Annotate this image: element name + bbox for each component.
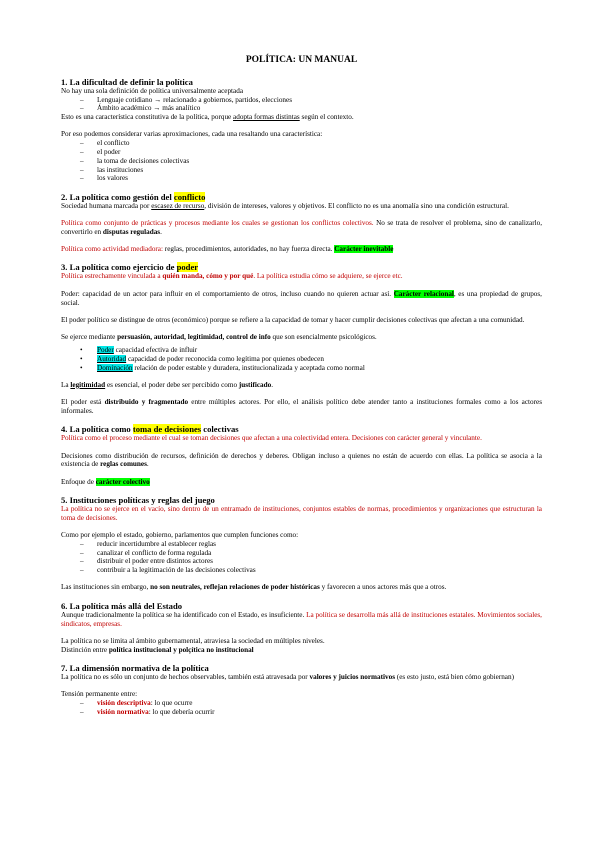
- s7-tension-list: [61, 699, 542, 717]
- section-3-heading: 3. La política como ejercicio de poder: [61, 262, 199, 273]
- s1-paragraph-3: Por eso podemos considerar varias aproximaciones, cada una resaltando una característica:: [61, 130, 323, 139]
- s7-paragraph-2: Tensión permanente entre:: [61, 690, 138, 699]
- list-item: – distribuir el poder entre distintos actores: [61, 557, 542, 566]
- section-5-heading: 5. Instituciones políticas y reglas del juego: [61, 494, 215, 505]
- s5-paragraph-2: Como por ejemplo el estado, gobierno, parlamentos que cumplen funciones como:: [61, 531, 299, 539]
- list-item: – visión normativa: lo que debería ocurrir: [61, 708, 542, 717]
- s3-paragraph-1: Política estrechamente vinculada a quién manda, cómo y por qué. La política estudia cómo se adquiere, se ejerce etc.: [61, 272, 403, 281]
- list-item: • Poder capacidad efectiva de influir: [61, 346, 542, 355]
- list-item: – la toma de decisiones colectivas: [61, 157, 542, 166]
- s1-intro: No hay una sola definición de política universalmente aceptada: [61, 86, 244, 95]
- s4-paragraph-3: Enfoque de carácter colectivo: [61, 477, 150, 486]
- s5-paragraph-1: La política no se ejerce en el vacío, sino dentro de un entramado de instituciones, conjuntos estables de normas, procedimientos y organizaciones que estructuran la toma de decisiones.: [61, 504, 542, 522]
- s6-paragraph-1: Aunque tradicionalmente la política se ha identificado con el Estado, es insuficiente. La política se desarrolla más allá de instituciones estatales. Movimientos sociales, sindicatos, empresas.: [61, 610, 542, 628]
- s5-paragraph-3: Las instituciones sin embargo, no son neutrales, reflejan relaciones de poder históricas y favorecen a unos actores más que a otros.: [61, 583, 447, 592]
- section-7-heading: 7. La dimensión normativa de la política: [61, 662, 209, 673]
- section-7: [61, 663, 542, 717]
- list-item: – el conflicto: [61, 139, 542, 148]
- list-item: – las instituciones: [61, 166, 542, 175]
- s4-paragraph-1: Política como el proceso mediante el cual se toman decisiones que afectan a una colectividad entera. Decisiones con carácter general y vinculante.: [61, 434, 482, 443]
- section-6: [61, 601, 542, 655]
- section-4-heading: 4. La política como toma de decisiones colectivas: [61, 424, 239, 435]
- s2-paragraph-1: Sociedad humana marcada por escasez de recurso, división de intereses, valores y objetivos. El conflicto no es una anomalía sino una condición estructural.: [61, 201, 509, 210]
- list-item: – reducir incertidumbre al establecer reglas: [61, 540, 542, 549]
- section-1: [61, 77, 542, 183]
- list-item: – contribuir a la legitimación de las decisiones colectivas: [61, 566, 542, 575]
- s7-paragraph-1: La política no es sólo un conjunto de hechos observables, también está atravesada por valores y juicios normativos (es esto justo, está bien cómo gobiernan): [61, 672, 514, 681]
- s1-approaches-list: [61, 139, 542, 183]
- s3-paragraph-3: El poder político se distingue de otros (económico) porque se refiere a la capacidad de tomar y hacer cumplir decisiones colectivas que afectan a una comunidad.: [61, 315, 525, 324]
- document-title: POLÍTICA: UN MANUAL: [245, 55, 358, 65]
- s6-paragraph-2: La política no se limita al ámbito gubernamental, atraviesa la sociedad en múltiples niveles.: [61, 636, 325, 645]
- section-6-heading: 6. La política más allá del Estado: [61, 600, 183, 611]
- list-item: • Dominación relación de poder estable y duradera, institucionalizada y aceptada como normal: [61, 364, 542, 373]
- s3-paragraph-6: El poder está distribuido y fragmentado entre múltiples actores. Por ello, el análisis político debe atender tanto a instituciones formales como a los actores informales.: [61, 398, 543, 415]
- section-3: [61, 262, 542, 415]
- list-item: – los valores: [61, 174, 542, 183]
- list-item: – canalizar el conflicto de forma regulada: [61, 549, 542, 558]
- document-page: [61, 56, 542, 717]
- section-2-heading: 2. La política como gestión del conflicto: [61, 191, 206, 202]
- s1-paragraph-2: Esto es una característica constitutiva de la política, porque adopta formas distintas según el contexto.: [61, 113, 354, 122]
- s3-paragraph-4: Se ejerce mediante persuasión, autoridad, legitimidad, control de info que son esencialmente psicológicos.: [61, 333, 377, 342]
- s1-list: [61, 96, 542, 114]
- s2-paragraph-2: Política como conjunto de prácticas y procesos mediante los cuales se gestionan los conflictos colectivos. No se trata de resolver el problema, sino de canalizarlo, convertirlo en disputas reguladas.: [61, 219, 542, 236]
- section-5: [61, 495, 542, 592]
- list-item: – el poder: [61, 148, 542, 157]
- list-item: – Ámbito académico → más analítico: [61, 104, 542, 113]
- section-2: [61, 192, 542, 254]
- s5-functions-list: [61, 540, 542, 575]
- list-item: – visión descriptiva: lo que ocurre: [61, 699, 542, 708]
- section-1-heading: 1. La dificultad de definir la política: [61, 76, 193, 87]
- s3-paragraph-2: Poder: capacidad de un actor para influir en el comportamiento de otros, incluso cuando no quieren actuar así. Carácter relacional, es una propiedad de grupos, social.: [61, 289, 542, 307]
- s3-paragraph-5: La legitimidad es esencial, el poder debe ser percibido como justificado.: [61, 380, 273, 389]
- s2-paragraph-3: Política como actividad mediadora: reglas, procedimientos, autoridades, no hay fuerza directa. Carácter inevitable: [61, 245, 394, 254]
- list-item: – Lenguaje cotidiano → relacionado a gobiernos, partidos, elecciones: [61, 96, 542, 105]
- list-item: • Autoridad capacidad de poder reconocida como legítima por quienes obedecen: [61, 355, 542, 364]
- s3-bullet-list: [61, 346, 542, 372]
- s6-paragraph-3: Distinción entre política institucional y polçítica no institucional: [61, 645, 254, 654]
- s4-paragraph-2: Decisiones como distribución de recursos, definición de derechos y deberes. Obligan incluso a quienes no están de acuerdo con ellas. La política se asocia a la existencia de reglas comunes.: [61, 451, 542, 469]
- section-4: [61, 424, 542, 486]
